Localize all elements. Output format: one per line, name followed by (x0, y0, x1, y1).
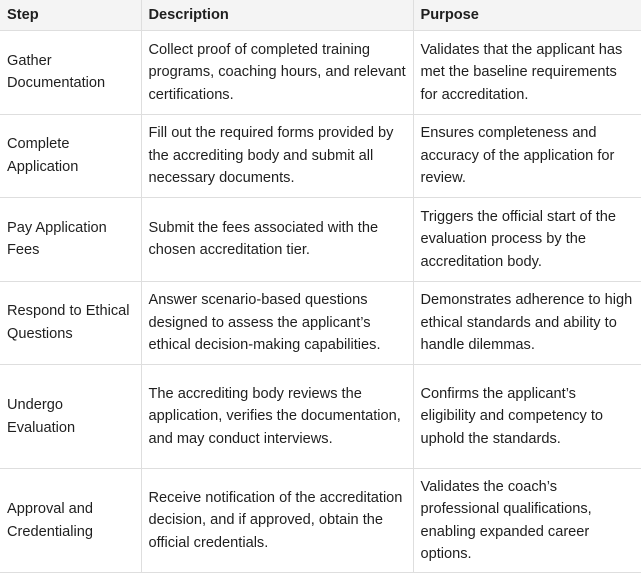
purpose-cell: Ensures completeness and accuracy of the application for review. (413, 114, 641, 198)
description-cell: The accrediting body reviews the application, verifies the documentation, and may conduct interviews. (141, 365, 413, 469)
table-row (0, 365, 641, 469)
purpose-cell: Validates the coach’s professional qualifications, enabling expanded career options. (413, 469, 641, 573)
description-cell: Receive notification of the accreditation decision, and if approved, obtain the official credentials. (141, 469, 413, 573)
table-row (0, 114, 641, 198)
step-cell: Approval and Credentialing (0, 469, 141, 573)
header-description: Description (141, 0, 413, 31)
table-row (0, 198, 641, 282)
step-cell: Gather Documentation (0, 31, 141, 115)
purpose-cell: Demonstrates adherence to high ethical standards and ability to handle dilemmas. (413, 281, 641, 365)
header-purpose: Purpose (413, 0, 641, 31)
step-cell: Pay Application Fees (0, 198, 141, 282)
description-cell: Answer scenario-based questions designed to assess the applicant’s ethical decision-making capabilities. (141, 281, 413, 365)
description-cell: Submit the fees associated with the chosen accreditation tier. (141, 198, 413, 282)
description-cell: Collect proof of completed training programs, coaching hours, and relevant certifications. (141, 31, 413, 115)
table-header-row (0, 0, 641, 31)
table-row (0, 31, 641, 115)
step-cell: Undergo Evaluation (0, 365, 141, 469)
purpose-cell: Triggers the official start of the evaluation process by the accreditation body. (413, 198, 641, 282)
purpose-cell: Validates that the applicant has met the baseline requirements for accreditation. (413, 31, 641, 115)
table-row (0, 281, 641, 365)
header-step: Step (0, 0, 141, 31)
table-row (0, 469, 641, 573)
step-cell: Respond to Ethical Questions (0, 281, 141, 365)
description-cell: Fill out the required forms provided by the accrediting body and submit all necessary documents. (141, 114, 413, 198)
step-cell: Complete Application (0, 114, 141, 198)
purpose-cell: Confirms the applicant’s eligibility and competency to uphold the standards. (413, 365, 641, 469)
